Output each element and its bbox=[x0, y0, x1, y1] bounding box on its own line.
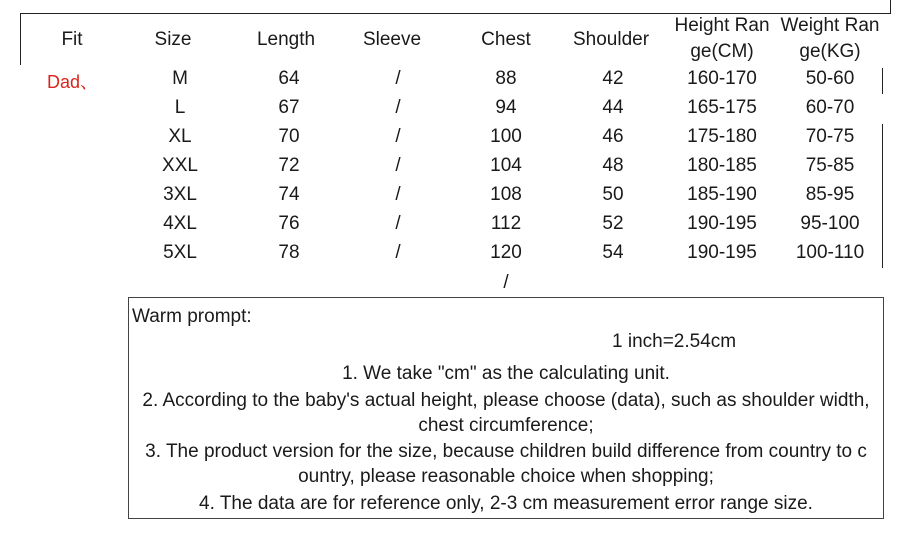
header-height-line1: Height Ran bbox=[674, 15, 770, 36]
cell-length: 67 bbox=[278, 97, 300, 118]
cell-size: 3XL bbox=[163, 184, 197, 205]
cell-length: 74 bbox=[278, 184, 300, 205]
cell-size: XXL bbox=[162, 155, 198, 176]
cell-sleeve: / bbox=[395, 184, 401, 205]
cell-height: 185-190 bbox=[687, 184, 757, 205]
cell-sleeve: / bbox=[395, 126, 401, 147]
cell-length: 76 bbox=[278, 213, 300, 234]
cell-size: 4XL bbox=[163, 213, 197, 234]
cell-shoulder: 46 bbox=[602, 126, 624, 147]
cell-shoulder: 48 bbox=[602, 155, 624, 176]
table-left-border bbox=[20, 13, 21, 65]
cell-size: XL bbox=[168, 126, 192, 147]
cell-weight: 85-95 bbox=[805, 184, 855, 205]
cell-size: M bbox=[172, 68, 188, 89]
prompt-note-1: 1. We take "cm" as the calculating unit. bbox=[342, 363, 670, 384]
cell-chest: 120 bbox=[490, 242, 522, 263]
table-right-border-low bbox=[882, 124, 883, 268]
cell-shoulder: 42 bbox=[602, 68, 624, 89]
fit-label: Dad、 bbox=[47, 72, 99, 92]
cell-weight: 75-85 bbox=[805, 155, 855, 176]
prompt-note-4: 4. The data are for reference only, 2-3 cm measurement error range size. bbox=[199, 493, 813, 514]
cell-shoulder: 52 bbox=[602, 213, 624, 234]
prompt-note-3-line2: ountry, please reasonable choice when shopping; bbox=[298, 466, 714, 487]
table-right-border-top bbox=[890, 0, 891, 14]
cell-height: 180-185 bbox=[687, 155, 757, 176]
header-length: Length bbox=[256, 29, 316, 50]
header-chest: Chest bbox=[481, 29, 531, 50]
cell-height: 190-195 bbox=[687, 242, 757, 263]
cell-size: L bbox=[174, 97, 186, 118]
prompt-note-3-line1: 3. The product version for the size, because children build difference from country to c bbox=[145, 441, 867, 462]
table-top-border bbox=[20, 13, 891, 14]
cell-height: 190-195 bbox=[687, 213, 757, 234]
prompt-title: Warm prompt: bbox=[132, 306, 252, 327]
cell-weight: 60-70 bbox=[805, 97, 855, 118]
extra-slash-mark: / bbox=[503, 272, 509, 293]
cell-weight: 70-75 bbox=[805, 126, 855, 147]
header-weight-line2: ge(KG) bbox=[799, 41, 861, 62]
cell-height: 175-180 bbox=[687, 126, 757, 147]
header-fit: Fit bbox=[61, 29, 83, 50]
cell-shoulder: 44 bbox=[602, 97, 624, 118]
header-shoulder: Shoulder bbox=[572, 29, 650, 50]
table-right-border-mid bbox=[882, 68, 883, 94]
cell-length: 64 bbox=[278, 68, 300, 89]
cell-sleeve: / bbox=[395, 242, 401, 263]
cell-sleeve: / bbox=[395, 155, 401, 176]
header-size: Size bbox=[154, 29, 192, 50]
prompt-note-2-line1: 2. According to the baby's actual height, please choose (data), such as shoulder width, bbox=[142, 390, 870, 411]
cell-chest: 104 bbox=[490, 155, 522, 176]
cell-weight: 95-100 bbox=[800, 213, 860, 234]
cell-length: 72 bbox=[278, 155, 300, 176]
cell-chest: 112 bbox=[490, 213, 522, 234]
cell-size: 5XL bbox=[163, 242, 197, 263]
header-weight-line1: Weight Ran bbox=[780, 15, 880, 36]
cell-sleeve: / bbox=[395, 213, 401, 234]
cell-shoulder: 54 bbox=[602, 242, 624, 263]
cell-weight: 50-60 bbox=[805, 68, 855, 89]
cell-height: 160-170 bbox=[687, 68, 757, 89]
cell-weight: 100-110 bbox=[795, 242, 865, 263]
cell-chest: 88 bbox=[495, 68, 517, 89]
prompt-note-2-line2: chest circumference; bbox=[418, 415, 594, 436]
cell-length: 78 bbox=[278, 242, 300, 263]
cell-chest: 100 bbox=[490, 126, 522, 147]
cell-sleeve: / bbox=[395, 68, 401, 89]
warm-prompt-box bbox=[128, 297, 884, 519]
cell-shoulder: 50 bbox=[602, 184, 624, 205]
header-sleeve: Sleeve bbox=[362, 29, 422, 50]
cell-chest: 108 bbox=[490, 184, 522, 205]
cell-sleeve: / bbox=[395, 97, 401, 118]
cell-length: 70 bbox=[278, 126, 300, 147]
cell-height: 165-175 bbox=[687, 97, 757, 118]
header-height-line2: ge(CM) bbox=[690, 41, 754, 62]
prompt-conversion: 1 inch=2.54cm bbox=[612, 331, 737, 352]
cell-chest: 94 bbox=[495, 97, 517, 118]
